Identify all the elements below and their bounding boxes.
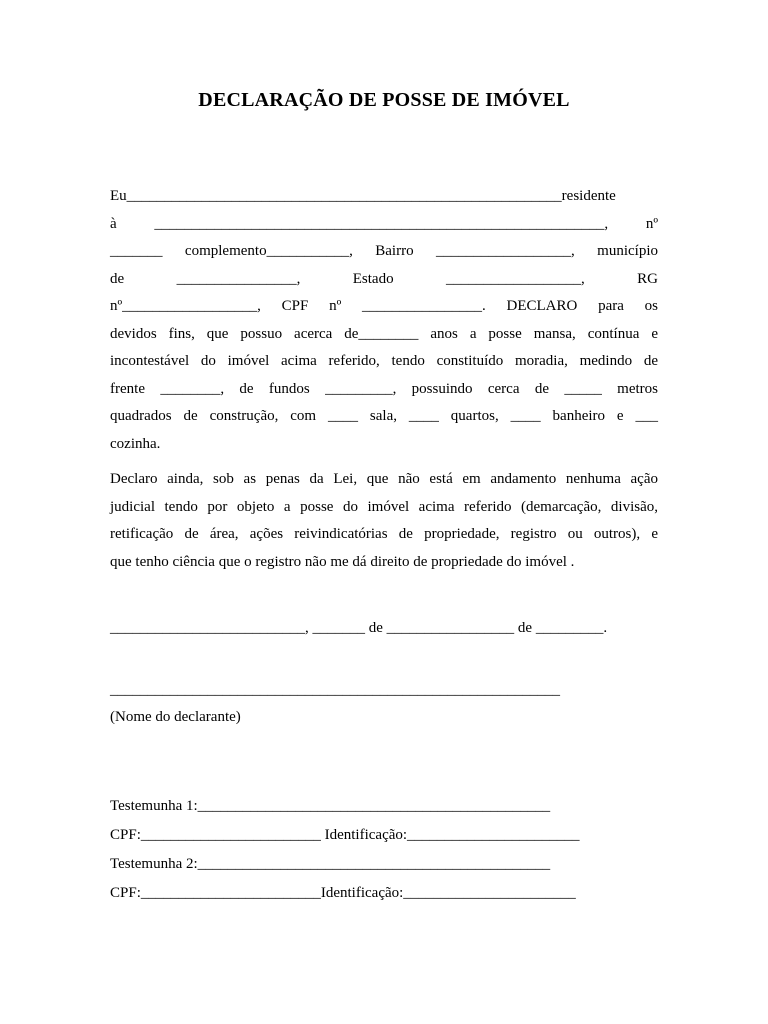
paragraph-line: incontestável do imóvel acima referido, tendo constituído moradia, medindo de [110, 353, 658, 369]
paragraph-line: judicial tendo por objeto a posse do imóvel acima referido (demarcação, divisão, [110, 498, 658, 515]
witness-2-cpf-line: CPF:________________________Identificação:_______________________ [110, 885, 576, 901]
place-date-line: __________________________, _______ de _________________ de _________. [110, 620, 608, 636]
paragraph-line: que tenho ciência que o registro não me dá direito de propriedade do imóvel . [110, 553, 575, 570]
paragraph-line: nº__________________, CPF nº ________________. DECLARO para os [110, 298, 658, 314]
paragraph-line: de ________________, Estado __________________, RG [110, 270, 658, 287]
paragraph-line: devidos fins, que possuo acerca de________ anos a posse mansa, contínua e [110, 325, 658, 342]
paragraph-line: retificação de área, ações reivindicatórias de propriedade, registro ou outros), e [110, 526, 658, 542]
paragraph-line: à ____________________________________________________________, nº [110, 215, 658, 232]
signature-line: ____________________________________________________________ [110, 682, 560, 698]
signature-caption: (Nome do declarante) [110, 709, 241, 725]
paragraph-line: frente ________, de fundos _________, possuindo cerca de _____ metros [110, 380, 658, 397]
paragraph-line: _______ complemento___________, Bairro __________________, município [110, 243, 658, 259]
paragraph-line: Declaro ainda, sob as penas da Lei, que não está em andamento nenhuma ação [110, 471, 658, 487]
witness-1-cpf-line: CPF:________________________ Identificação:_______________________ [110, 827, 580, 843]
paragraph-line: cozinha. [110, 435, 161, 452]
paragraph-line: Eu__________________________________________________________residente [110, 188, 616, 204]
legal-statement-paragraph [110, 466, 658, 576]
document-title: DECLARAÇÃO DE POSSE DE IMÓVEL [198, 89, 570, 111]
declaration-paragraph [110, 183, 658, 458]
witness-1-line: Testemunha 1:_______________________________________________ [110, 798, 551, 814]
witness-2-line: Testemunha 2:_______________________________________________ [110, 856, 551, 872]
paragraph-line: quadrados de construção, com ____ sala, ____ quartos, ____ banheiro e ___ [110, 408, 658, 424]
